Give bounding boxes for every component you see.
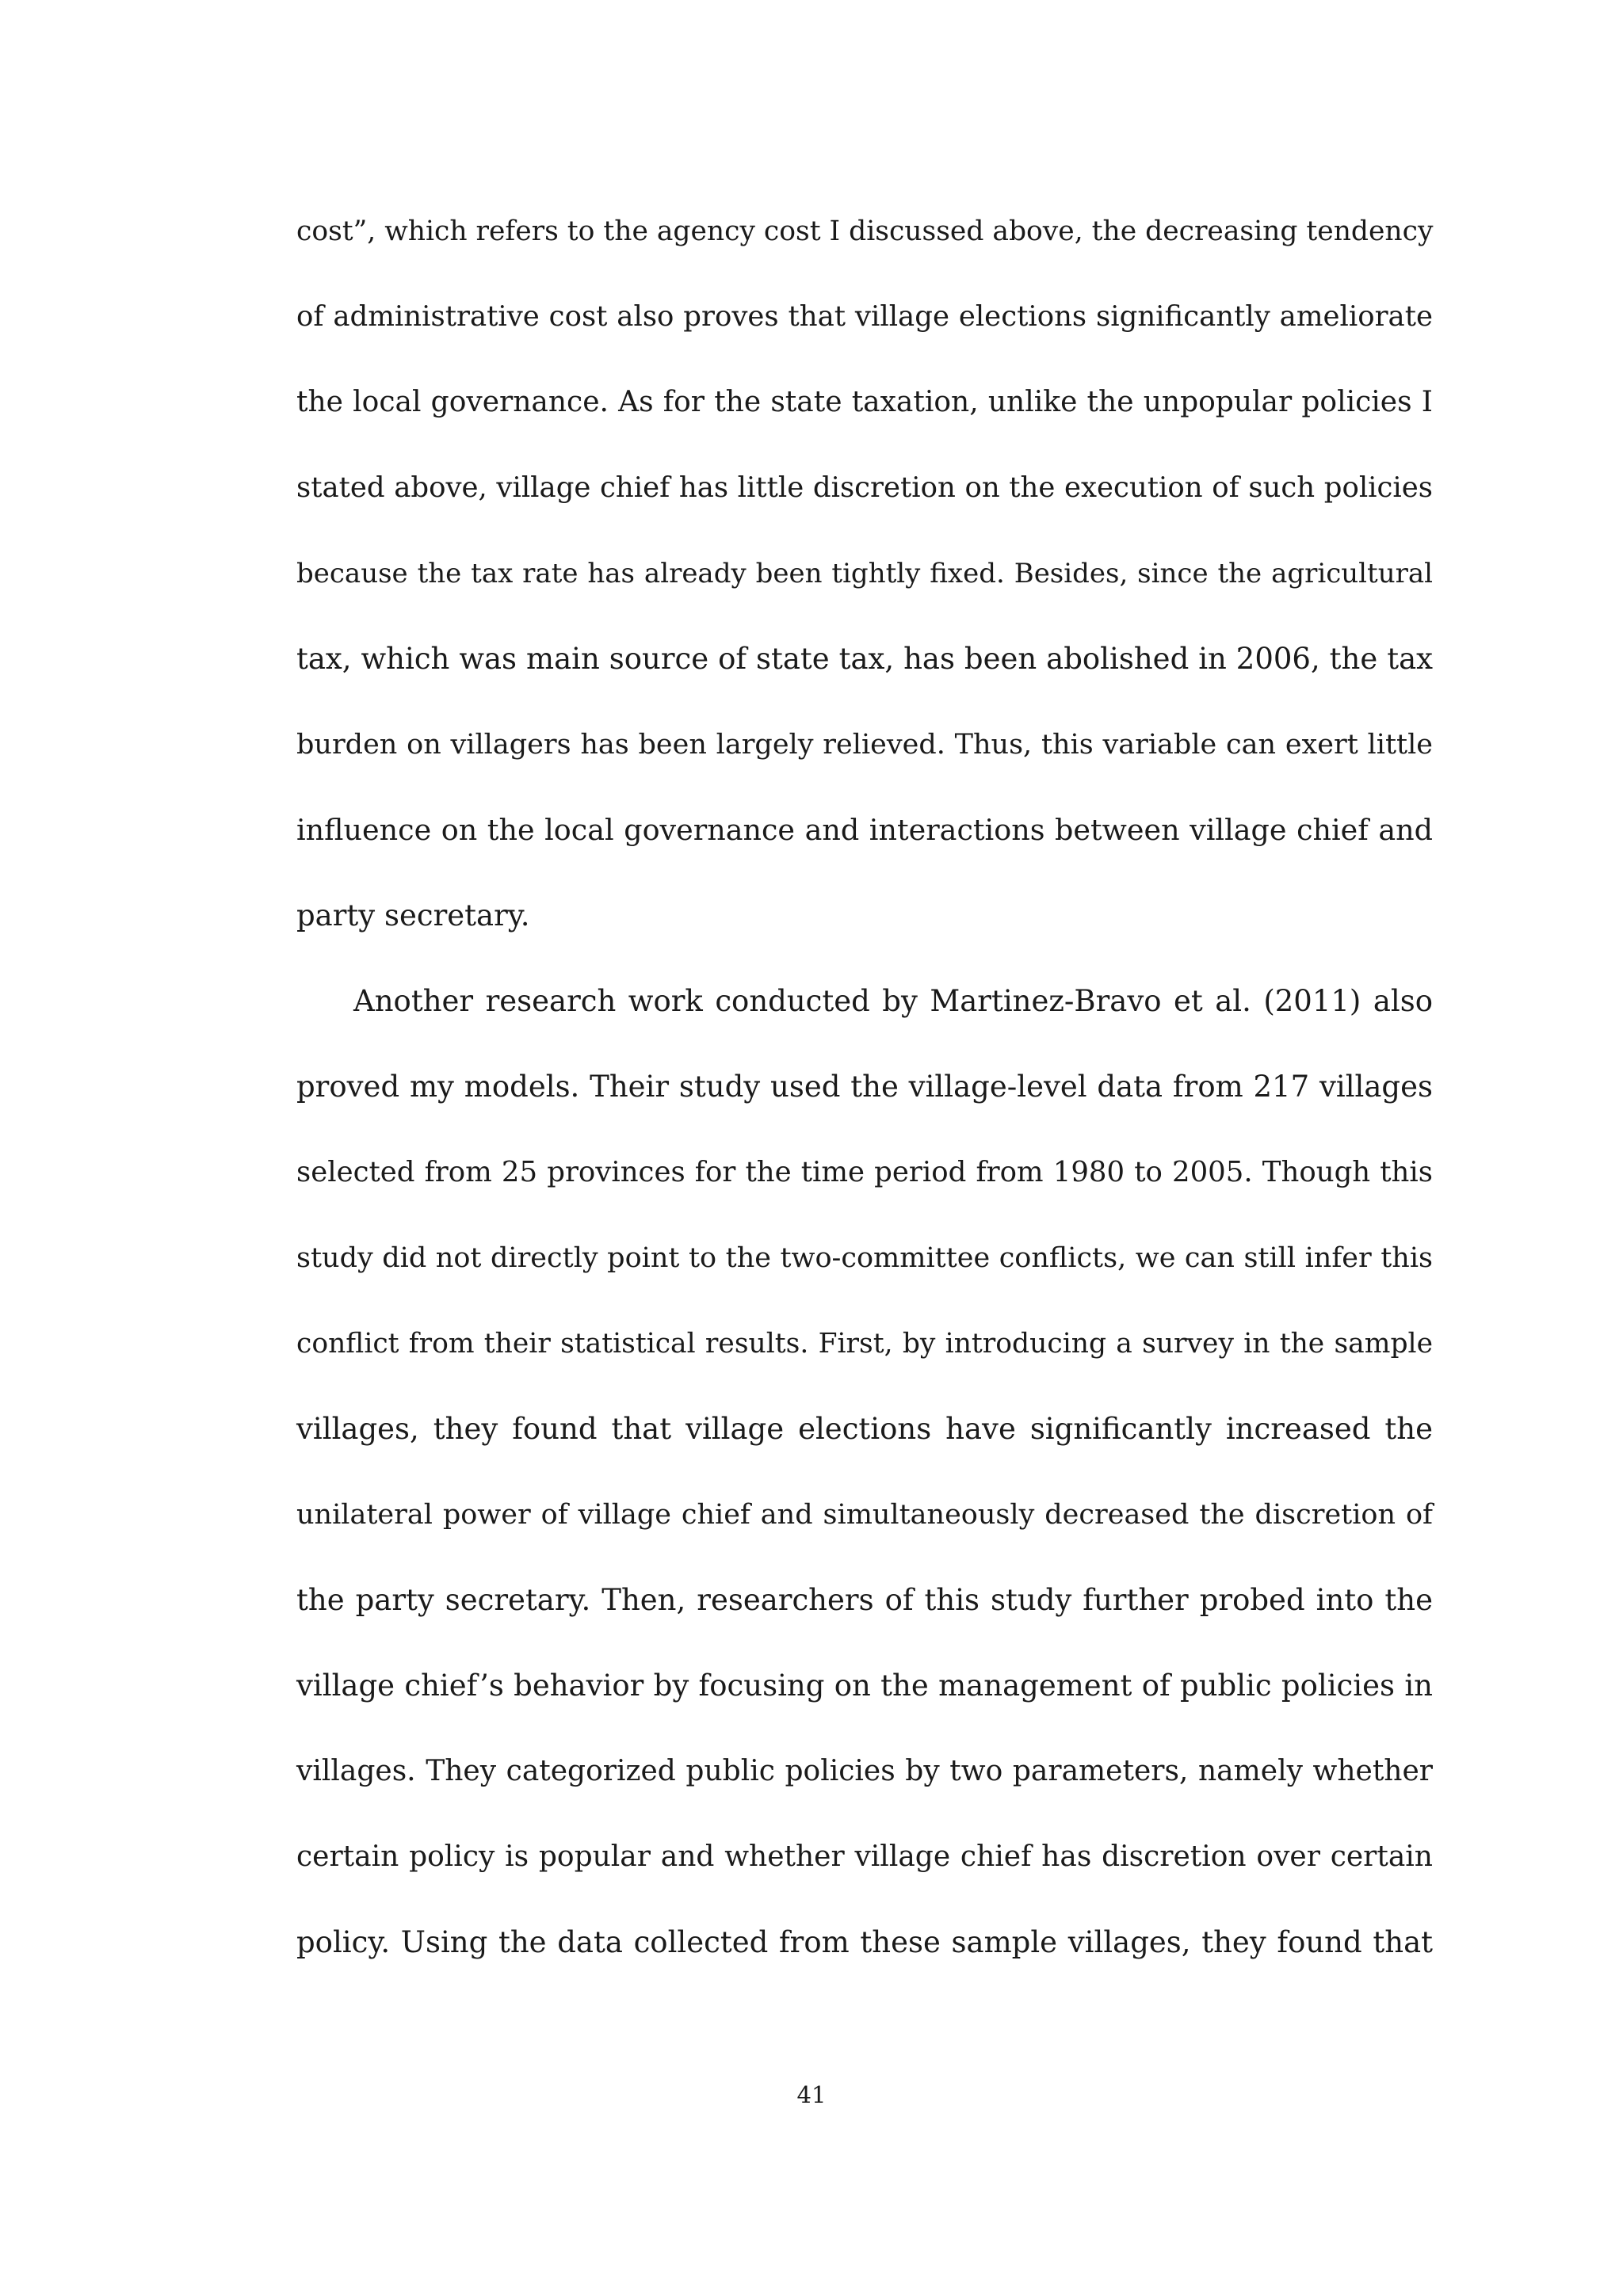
text-line: selected from 25 provinces for the time period from 1980 to 2005. Though this: [296, 1156, 1433, 1188]
text-line: of administrative cost also proves that village elections significantly ameliorate: [296, 300, 1433, 333]
text-line: unilateral power of village chief and simultaneously decreased the discretion of: [296, 1499, 1433, 1531]
text-line: stated above, village chief has little discretion on the execution of such policies: [296, 471, 1433, 504]
text-line: study did not directly point to the two-committee conflicts, we can still infer this: [296, 1242, 1433, 1274]
text-line: conflict from their statistical results. First, by introducing a survey in the sample: [296, 1328, 1433, 1360]
text-line: villages, they found that village elections have significantly increased the: [296, 1412, 1433, 1446]
text-line: policy. Using the data collected from these sample villages, they found that: [296, 1925, 1433, 1959]
text-line: cost”, which refers to the agency cost I discussed above, the decreasing tendency: [296, 215, 1434, 247]
text-line: influence on the local governance and interactions between village chief and: [296, 813, 1433, 847]
text-line: burden on villagers has been largely relieved. Thus, this variable can exert little: [296, 729, 1433, 761]
text-line: because the tax rate has already been tightly fixed. Besides, since the agricultural: [296, 558, 1433, 589]
text-line: Another research work conducted by Martinez-Bravo et al. (2011) also: [353, 984, 1433, 1018]
text-line: proved my models. Their study used the village-level data from 217 villages: [296, 1070, 1433, 1104]
text-line: the party secretary. Then, researchers of this study further probed into the: [296, 1583, 1433, 1617]
text-line: village chief’s behavior by focusing on the management of public policies in: [296, 1669, 1433, 1703]
text-line: certain policy is popular and whether village chief has discretion over certain: [296, 1840, 1433, 1873]
text-line: party secretary.: [296, 898, 530, 933]
page-number: 41: [796, 2081, 827, 2108]
text-line: villages. They categorized public policies by two parameters, namely whether: [296, 1755, 1433, 1787]
text-line: tax, which was main source of state tax, has been abolished in 2006, the tax: [296, 642, 1433, 676]
text-line: the local governance. As for the state taxation, unlike the unpopular policies I: [296, 386, 1433, 418]
